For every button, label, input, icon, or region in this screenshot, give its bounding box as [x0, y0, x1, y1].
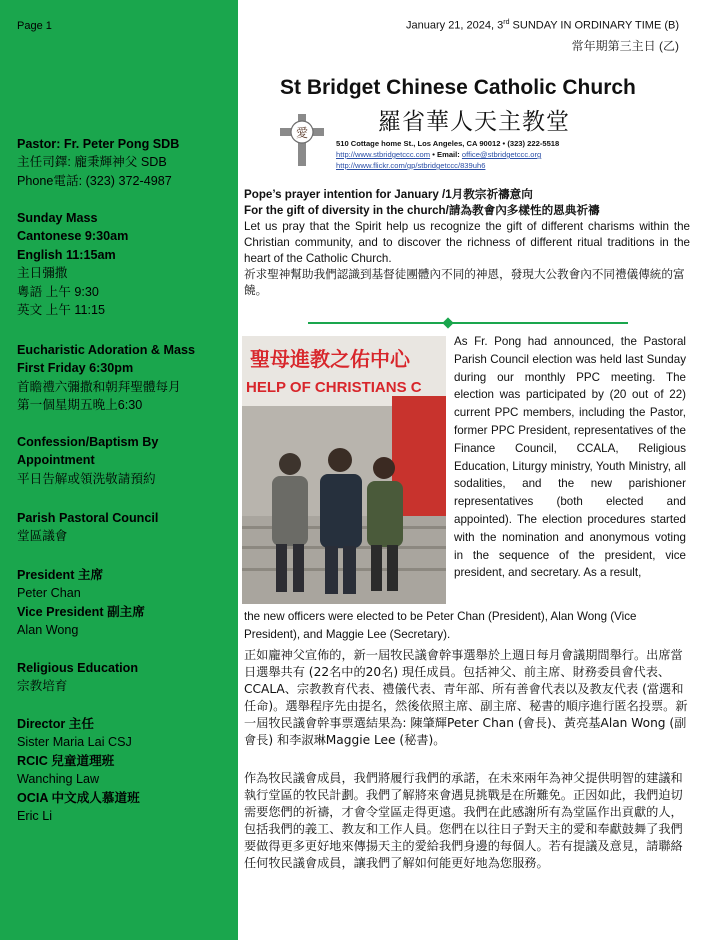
adoration-zh-1: 首瞻禮六彌撒和朝拜聖體每月	[17, 379, 181, 394]
section-divider	[308, 322, 628, 324]
religious-ed-zh: 宗教培育	[17, 679, 68, 694]
church-logo	[274, 112, 330, 168]
prayer-body-zh: 祈求聖神幫助我們認識到基督徒團體內不同的神恩，發現大公教會內不同禮儀傳統的富饒。	[244, 268, 685, 297]
pastor-name-zh: 主任司鐸: 龐秉輝神父 SDB	[17, 155, 167, 170]
article-zh-paragraph-2: 作為牧民議會成員，我們將履行我們的承諾，在未來兩年為神父提供明智的建議和執行堂區的牧民計劃。我們了解將來會遇見挑戰是在所難免。正因如此，我們迫切需要您們的祈禱，才會令堂區走得更遠。我們在此感謝所有為堂區作出貢獻的人，包括我們的義工、教友和工作人員。您們在以往日子對天主的愛和奉獻鼓舞了我們要做得更多更好地來傳揚天主的愛給我們身邊的每個人。若有提議及意見，請聯絡任何牧民議會成員，讓我們了解如何能更好地為您服務。	[244, 771, 683, 870]
divider-ornament	[442, 317, 453, 328]
mass-block	[17, 209, 235, 319]
sign-zh: 聖母進教之佑中心	[250, 347, 410, 371]
sign-en: HELP OF CHRISTIANS C	[246, 379, 422, 396]
confession-block	[17, 433, 235, 488]
church-name: St Bridget Chinese Catholic Church	[280, 76, 636, 99]
council-title: Parish Pastoral Council	[17, 511, 159, 525]
article-zh-paragraph-1: 正如龐神父宣佈的，新一屆牧民議會幹事選舉於上週日每月會議期間舉行。出席當日選舉共有 (22名中的20名) 現任成員。包括神父、前主席、財務委員會代表、CCALA、宗教教育代表、禮儀代表、青年部、所有善會代表以及教友代表 (當選和任命)。選舉程序先由提名，然後依照主席、副主席、秘書的順序進行匿名投票。新一屆牧民議會幹事票選結果為: 陳肇輝Peter Chan (會長)、黃亮基Alan Wong (副會長) 和李淑琳Maggie Lee (秘書)。	[244, 648, 688, 747]
religious-ed-title: Religious Education	[17, 661, 139, 675]
main-content	[238, 0, 703, 940]
rcic-label: RCIC 兒童道理班	[17, 753, 115, 768]
bulletin-date-zh: 常年期第三主日 (乙)	[571, 39, 679, 53]
church-name-zh: 羅省華人天主教堂	[378, 109, 570, 135]
flickr-link[interactable]: http://www.flickr.com/gp/stbridgetccc/839uh6	[336, 161, 486, 170]
staff-block	[17, 715, 235, 825]
pastor-phone: Phone電話: (323) 372-4987	[17, 173, 172, 188]
adoration-block	[17, 341, 235, 415]
president-name: Peter Chan	[17, 586, 81, 601]
pastor-title: Pastor: Fr. Peter Pong SDB	[17, 137, 180, 151]
president-label: President 主席	[17, 568, 104, 582]
ocia-name: Eric Li	[17, 809, 52, 824]
confession-title-1: Confession/Baptism By	[17, 435, 159, 449]
adoration-zh-2: 第一個星期五晚上6:30	[17, 398, 143, 413]
director-name: Sister Maria Lai CSJ	[17, 735, 132, 750]
officers-block	[17, 566, 235, 640]
contact-info	[336, 138, 559, 171]
prayer-body-en: Let us pray that the Spirit help us recognize the gift of different charisms within the Christian community, and to discover the richness of different ritual traditions in the heart of the Catholic Church.	[244, 220, 690, 265]
mass-english-zh: 英文 上午 11:15	[17, 303, 105, 318]
religious-ed-block	[17, 659, 235, 696]
page-number: Page 1	[17, 20, 52, 32]
sidebar	[0, 0, 238, 940]
council-photo	[242, 336, 446, 604]
mass-title: Sunday Mass	[17, 211, 98, 225]
mass-english: English 11:15am	[17, 247, 116, 262]
mass-cantonese: Cantonese 9:30am	[17, 229, 129, 244]
vice-president-label: Vice President 副主席	[17, 604, 145, 619]
bulletin-date: January 21, 2024, 3rd SUNDAY IN ORDINARY TIME (B)	[406, 19, 679, 32]
prayer-title-2: For the gift of diversity in the church/請為教會內多樣性的恩典祈禱	[244, 204, 600, 217]
mass-title-zh: 主日彌撒	[17, 266, 68, 281]
website-link[interactable]: http://www.stbridgetccc.com	[336, 150, 431, 159]
adoration-title: Eucharistic Adoration & Mass	[17, 343, 195, 357]
pastor-block	[17, 135, 235, 190]
prayer-title-1: Pope’s prayer intention for January /1月教宗祈禱意向	[244, 188, 533, 201]
director-label: Director 主任	[17, 717, 94, 731]
email-link[interactable]: office@stbridgetccc.org	[461, 150, 542, 159]
article-en-side: As Fr. Pong had announced, the Pastoral Parish Council election was held last Sunday during our monthly PPC meeting. The election was participated by (20 out of 22) current PPC members, including the Pastor, former PPC President, representatives of the Finance Council, CCALA, Religious Education, Liturgy ministry, Youth Ministry, all sodalities, and the new parishioner representatives (both elected and appointed). The election procedures started with the nomination and anonymous voting in the sequence of the president, vice president, and secretary. As a result,	[454, 335, 686, 580]
council-block	[17, 509, 235, 546]
confession-zh: 平日告解或領洗敬請預約	[17, 471, 156, 486]
ocia-label: OCIA 中文成人慕道班	[17, 790, 140, 805]
church-address: 510 Cottage home St., Los Angeles, CA 90012 • (323) 222-5518	[336, 139, 560, 148]
adoration-time: First Friday 6:30pm	[17, 361, 134, 376]
email-label: • Email:	[430, 150, 462, 159]
rcic-name: Wanching Law	[17, 772, 100, 787]
prayer-intention	[244, 187, 690, 299]
mass-cantonese-zh: 粵語 上午 9:30	[17, 284, 99, 299]
article-en-continued: the new officers were elected to be Peter Chan (President), Alan Wong (Vice President), and Maggie Lee (Secretary).	[244, 610, 637, 641]
council-zh: 堂區議會	[17, 529, 68, 544]
logo-char: 愛	[295, 126, 309, 140]
confession-title-2: Appointment	[17, 453, 95, 468]
vice-president-name: Alan Wong	[17, 623, 79, 638]
